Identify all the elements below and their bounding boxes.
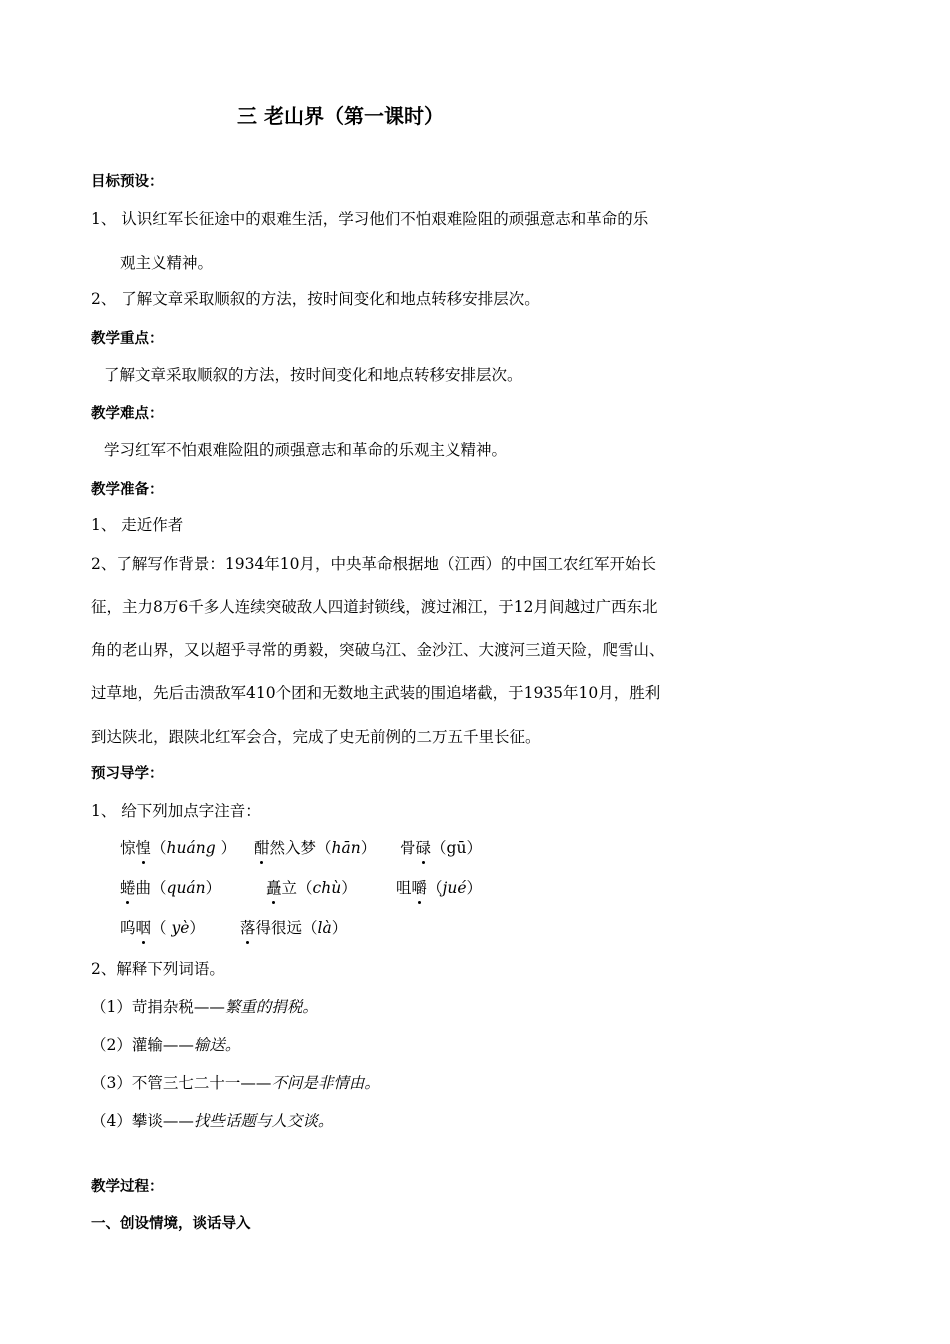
- pinyin-item: 落得很远（là）: [240, 919, 348, 937]
- pinyin-item: 蜷曲（quán）: [120, 879, 222, 897]
- process-heading: 教学过程：: [91, 1179, 164, 1195]
- goal-item-1-cont: 观主义精神。: [120, 254, 214, 272]
- difficulties-text: 学习红军不怕艰难险阻的顽强意志和革命的乐观主义精神。: [104, 441, 508, 459]
- word-definition: （2）灌输——输送。: [91, 1036, 241, 1054]
- goals-heading: 目标预设：: [91, 174, 164, 190]
- background-line: 2、了解写作背景：1934年10月，中央革命根据地（江西）的中国工农红军开始长: [91, 555, 657, 573]
- background-line: 过草地，先后击溃敌军410个团和无数地主武装的围追堵截，于1935年10月，胜利: [91, 684, 661, 702]
- goal-item-1: 1、 认识红军长征途中的艰难生活，学习他们不怕艰难险阻的顽强意志和革命的乐: [91, 210, 649, 228]
- pinyin-item: 酣然入梦（hān）: [254, 839, 377, 857]
- goal-item-2: 2、 了解文章采取顺叙的方法，按时间变化和地点转移安排层次。: [91, 290, 540, 308]
- pinyin-item: 咀嚼（jué）: [396, 879, 483, 897]
- pinyin-item: 惊惶（huáng ）: [120, 839, 237, 857]
- preview-heading: 预习导学：: [91, 766, 164, 782]
- pinyin-item: 矗立（chù）: [266, 879, 357, 897]
- page-title: 三 老山界（第一课时）: [237, 104, 444, 128]
- word-definition: （1）苛捐杂税——繁重的捐税。: [91, 998, 318, 1016]
- pinyin-item: 呜咽（ yè）: [120, 919, 205, 937]
- preview-question-2: 2、解释下列词语。: [91, 960, 225, 978]
- preview-question-1: 1、 给下列加点字注音：: [91, 802, 261, 820]
- word-definition: （4）攀谈——找些话题与人交谈。: [91, 1112, 334, 1130]
- difficulties-heading: 教学难点：: [91, 406, 164, 422]
- key-points-text: 了解文章采取顺叙的方法，按时间变化和地点转移安排层次。: [104, 366, 523, 384]
- preparation-heading: 教学准备：: [91, 482, 164, 498]
- process-step-1: 一、创设情境，谈话导入: [91, 1216, 251, 1232]
- word-definition: （3）不管三七二十一——不问是非情由。: [91, 1074, 380, 1092]
- preparation-item-1: 1、 走近作者: [91, 516, 184, 534]
- pinyin-item: 骨碌（gū）: [400, 839, 482, 857]
- background-line: 角的老山界，又以超乎寻常的勇毅，突破乌江、金沙江、大渡河三道天险，爬雪山、: [91, 641, 665, 659]
- key-points-heading: 教学重点：: [91, 331, 164, 347]
- background-line: 到达陕北，跟陕北红军会合，完成了史无前例的二万五千里长征。: [91, 728, 541, 746]
- background-line: 征，主力8万6千多人连续突破敌人四道封锁线，渡过湘江，于12月间越过广西东北: [91, 598, 658, 616]
